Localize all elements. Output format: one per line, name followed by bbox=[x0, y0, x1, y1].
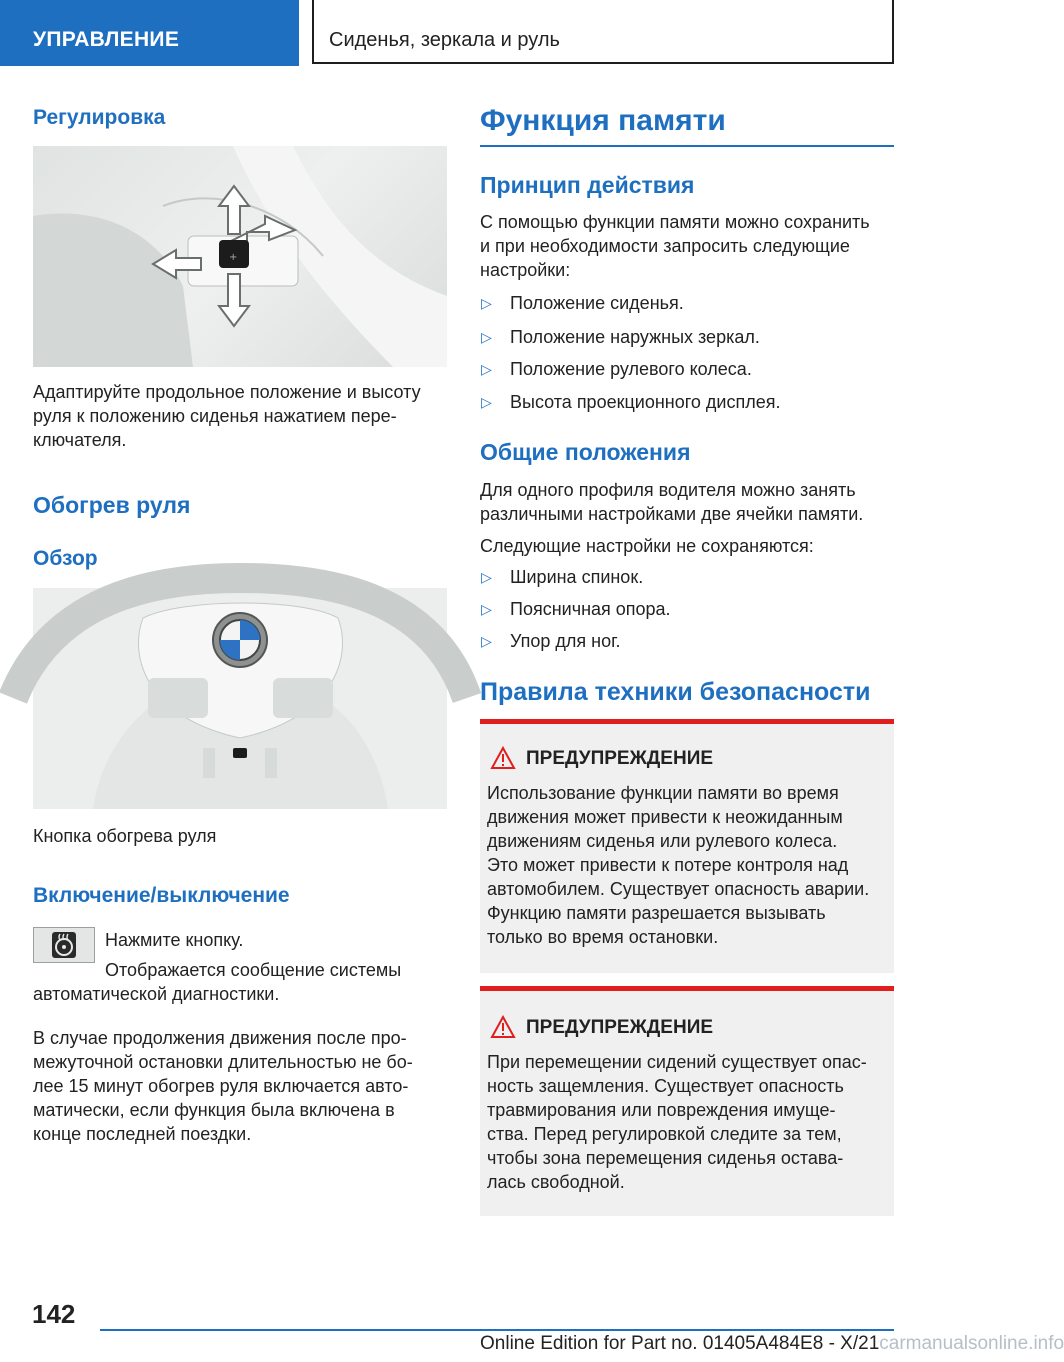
heading-rule bbox=[480, 145, 894, 147]
onoff-text3-line: В случае продолжения движения после про‐ bbox=[33, 1028, 407, 1048]
svg-text:+: + bbox=[229, 252, 238, 263]
warning-line: Это может привести к потере контроля над bbox=[487, 855, 849, 875]
principle-text-line: настройки: bbox=[480, 260, 571, 280]
adjust-text-line: Адаптируйте продольное положение и высоту bbox=[33, 382, 421, 402]
section-title: УПРАВЛЕНИЕ bbox=[33, 28, 180, 51]
warning-line: ность защемления. Существует опасность bbox=[487, 1076, 844, 1096]
list-item-text: Положение сиденья. bbox=[510, 293, 684, 313]
warning-triangle-icon bbox=[490, 1015, 516, 1039]
onoff-text3 bbox=[33, 1026, 453, 1146]
principle-text bbox=[480, 210, 900, 282]
list-item-text: Ширина спинок. bbox=[510, 567, 644, 587]
bullet-triangle-icon: ▷ bbox=[481, 601, 492, 617]
onoff-text2-line2: автоматической диагностики. bbox=[33, 984, 280, 1004]
general-text-line: Для одного профиля водителя можно занять bbox=[480, 480, 856, 500]
footer-edition bbox=[480, 1333, 1064, 1355]
bullet-triangle-icon: ▷ bbox=[481, 394, 492, 410]
general-heading: Общие положения bbox=[480, 439, 691, 465]
warning-text bbox=[487, 781, 887, 949]
edition-text: Online Edition for Part no. 01405A484E8 - X/21 bbox=[480, 1333, 880, 1354]
warning-box-2 bbox=[480, 986, 894, 1216]
adjust-text-line: ключателя. bbox=[33, 430, 127, 450]
heating-heading: Обогрев руля bbox=[33, 492, 191, 518]
warning-line: движения может привести к неожиданным bbox=[487, 807, 843, 827]
bullet-triangle-icon: ▷ bbox=[481, 633, 492, 649]
safety-heading: Правила техники безопасности bbox=[480, 678, 871, 706]
warning-line: ства. Перед регулировкой следите за тем, bbox=[487, 1124, 842, 1144]
warning-triangle-icon bbox=[490, 746, 516, 770]
warning-line: чтобы зона перемещения сиденья остава‐ bbox=[487, 1148, 844, 1168]
memory-heading: Функция памяти bbox=[480, 104, 726, 137]
principle-heading: Принцип действия bbox=[480, 172, 695, 198]
onoff-text3-line: конце последней поездки. bbox=[33, 1124, 252, 1144]
onoff-heading: Включение/выключение bbox=[33, 884, 290, 907]
steering-wheel-illustration bbox=[33, 588, 447, 809]
list-item-text: Высота проекционного дисплея. bbox=[510, 392, 781, 412]
warning-line: Использование функции памяти во время bbox=[487, 783, 839, 803]
onoff-text1: Нажмите кнопку. bbox=[105, 930, 244, 950]
adjust-text-line: руля к положению сиденья нажатием пере‐ bbox=[33, 406, 397, 426]
general-text-line: различными настройками две ячейки памяти. bbox=[480, 504, 864, 524]
warning-line: только во время остановки. bbox=[487, 927, 719, 947]
onoff-text3-line: межуточной остановки длительностью не бо‐ bbox=[33, 1052, 413, 1072]
warning-line: Функцию памяти разрешается вызывать bbox=[487, 903, 826, 923]
general-text bbox=[480, 478, 900, 526]
bullet-triangle-icon: ▷ bbox=[481, 329, 492, 345]
not-saved-text: Следующие настройки не сохраняются: bbox=[480, 536, 814, 556]
warning-text bbox=[487, 1050, 887, 1194]
list-item-text: Поясничная опора. bbox=[510, 599, 671, 619]
overview-heading: Обзор bbox=[33, 547, 98, 570]
onoff-text3-line: матически, если функция была включена в bbox=[33, 1100, 395, 1120]
bullet-triangle-icon: ▷ bbox=[481, 569, 492, 585]
warning-box-1 bbox=[480, 719, 894, 973]
adjust-heading: Регулировка bbox=[33, 106, 166, 129]
bullet-triangle-icon: ▷ bbox=[481, 295, 492, 311]
section-tab bbox=[0, 0, 299, 66]
list-item-text: Положение рулевого колеса. bbox=[510, 359, 752, 379]
footer-rule bbox=[100, 1329, 894, 1331]
wheel-caption: Кнопка обогрева руля bbox=[33, 826, 217, 846]
warning-line: движениям сиденья или рулевого колеса. bbox=[487, 831, 838, 851]
warning-title: ПРЕДУПРЕЖДЕНИЕ bbox=[526, 1017, 714, 1038]
adjust-text bbox=[33, 380, 453, 452]
bullet-triangle-icon: ▷ bbox=[481, 361, 492, 377]
chapter-tab bbox=[312, 0, 894, 64]
warning-line: лась свободной. bbox=[487, 1172, 625, 1192]
heated-steering-button-icon bbox=[33, 927, 95, 963]
warning-line: травмирования или повреждения имуще‐ bbox=[487, 1100, 836, 1120]
principle-text-line: С помощью функции памяти можно сохранить bbox=[480, 212, 870, 232]
watermark-text: carmanualsonline.info bbox=[879, 1333, 1064, 1354]
warning-line: При перемещении сидений существует опас‐ bbox=[487, 1052, 867, 1072]
onoff-text3-line: лее 15 минут обогрев руля включается авто‐ bbox=[33, 1076, 409, 1096]
warning-title: ПРЕДУПРЕЖДЕНИЕ bbox=[526, 748, 714, 769]
principle-text-line: и при необходимости запросить следующие bbox=[480, 236, 850, 256]
list-item-text: Положение наружных зеркал. bbox=[510, 327, 760, 347]
list-item-text: Упор для ног. bbox=[510, 631, 621, 651]
onoff-text2-line1: Отображается сообщение системы bbox=[105, 960, 402, 980]
steering-adjust-illustration bbox=[33, 146, 447, 367]
warning-line: автомобилем. Существует опасность аварии. bbox=[487, 879, 870, 899]
chapter-title: Сиденья, зеркала и руль bbox=[329, 29, 560, 51]
page-number: 142 bbox=[32, 1299, 76, 1329]
